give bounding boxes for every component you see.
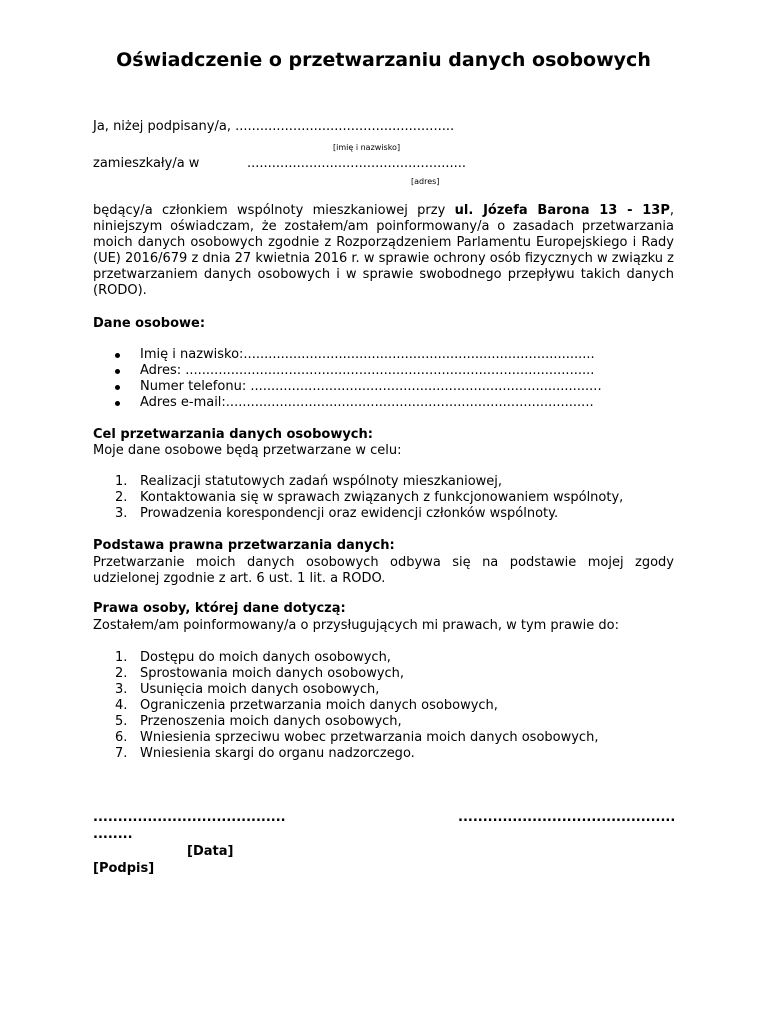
list-text: Ograniczenia przetwarzania moich danych osobowych, <box>140 698 498 713</box>
personal-item-name: Imię i nazwisko:..................................................................................... <box>140 347 595 362</box>
date-dots: ....................................... <box>93 810 286 825</box>
list-item <box>93 347 674 363</box>
purpose-intro: Moje dane osobowe będą przetwarzane w celu: <box>93 443 402 458</box>
personal-item-email: Adres e-mail:......................................................................................... <box>140 395 594 410</box>
list-text: Kontaktowania się w sprawach związanych z funkcjonowaniem wspólnoty, <box>140 490 624 505</box>
paragraph-address: ul. Józefa Barona 13 - 13P <box>454 203 670 218</box>
list-item <box>93 490 674 506</box>
personal-item-address: Adres: ................................................................................................... <box>140 363 595 378</box>
date-label: [Data] <box>187 844 234 859</box>
rights-list <box>93 650 674 762</box>
list-number: 2. <box>115 666 128 681</box>
list-number: 5. <box>115 714 128 729</box>
list-item <box>93 730 674 746</box>
list-item <box>93 666 674 682</box>
signature-label: [Podpis] <box>93 861 155 876</box>
list-text: Dostępu do moich danych osobowych, <box>140 650 391 665</box>
list-text: Prowadzenia korespondencji oraz ewidencji członków wspólnoty. <box>140 506 559 521</box>
list-number: 3. <box>115 682 128 697</box>
list-item <box>93 363 674 379</box>
list-number: 7. <box>115 746 128 761</box>
list-item <box>93 379 674 395</box>
list-item <box>93 506 674 522</box>
signature-dots: ............................................ <box>458 810 676 825</box>
list-item <box>93 682 674 698</box>
list-number: 1. <box>115 650 128 665</box>
hint-name: [imię i nazwisko] <box>333 143 401 152</box>
list-item <box>93 474 674 490</box>
list-text: Usunięcia moich danych osobowych, <box>140 682 380 697</box>
list-number: 2. <box>115 490 128 505</box>
paragraph-text-before: będący/a członkiem wspólnoty mieszkaniowej przy <box>93 203 455 218</box>
list-number: 6. <box>115 730 128 745</box>
declaration-paragraph <box>93 203 674 299</box>
rights-heading: Prawa osoby, której dane dotyczą: <box>93 601 346 616</box>
intro-name-line: Ja, niżej podpisany/a, ..................................................... <box>93 119 455 134</box>
list-text: Wniesienia skargi do organu nadzorczego. <box>140 746 415 761</box>
personal-item-phone: Numer telefonu: ..................................................................................... <box>140 379 602 394</box>
purpose-heading: Cel przetwarzania danych osobowych: <box>93 427 373 442</box>
list-text: Wniesienia sprzeciwu wobec przetwarzania moich danych osobowych, <box>140 730 599 745</box>
list-text: Realizacji statutowych zadań wspólnoty mieszkaniowej, <box>140 474 503 489</box>
intro-address-label: zamieszkały/a w <box>93 156 200 171</box>
list-text: Sprostowania moich danych osobowych, <box>140 666 405 681</box>
intro-address-dots: ..................................................... <box>247 156 467 171</box>
list-number: 3. <box>115 506 128 521</box>
date-dots-continued: ........ <box>93 827 133 842</box>
hint-address: [adres] <box>411 177 440 186</box>
list-number: 4. <box>115 698 128 713</box>
legal-text: Przetwarzanie moich danych osobowych odbywa się na podstawie mojej zgody udzielonej zgodnie z art. 6 ust. 1 lit. a RODO. <box>93 555 674 586</box>
legal-heading: Podstawa prawna przetwarzania danych: <box>93 538 395 553</box>
personal-heading: Dane osobowe: <box>93 316 206 331</box>
list-item <box>93 650 674 666</box>
paragraph-text-after: , niniejszym oświadczam, że zostałem/am poinformowany/a o zasadach przetwarzania moich danych osobowych zgodnie z Rozporządzeniem Parlamentu Europejskiego i Rady (UE) 2016/679 z dnia 27 kwietnia 2016 r. w sprawie ochrony osób fizycznych w związku z przetwarzaniem danych osobowych i w sprawie swobodnego przepływu takich danych (RODO). <box>93 203 675 298</box>
list-item <box>93 714 674 730</box>
list-item <box>93 698 674 714</box>
personal-list <box>93 347 674 411</box>
list-text: Przenoszenia moich danych osobowych, <box>140 714 402 729</box>
purpose-list <box>93 474 674 522</box>
rights-intro: Zostałem/am poinformowany/a o przysługujących mi prawach, w tym prawie do: <box>93 618 619 633</box>
list-item <box>93 746 674 762</box>
list-number: 1. <box>115 474 128 489</box>
list-item <box>93 395 674 411</box>
document-title: Oświadczenie o przetwarzaniu danych osobowych <box>116 49 651 71</box>
